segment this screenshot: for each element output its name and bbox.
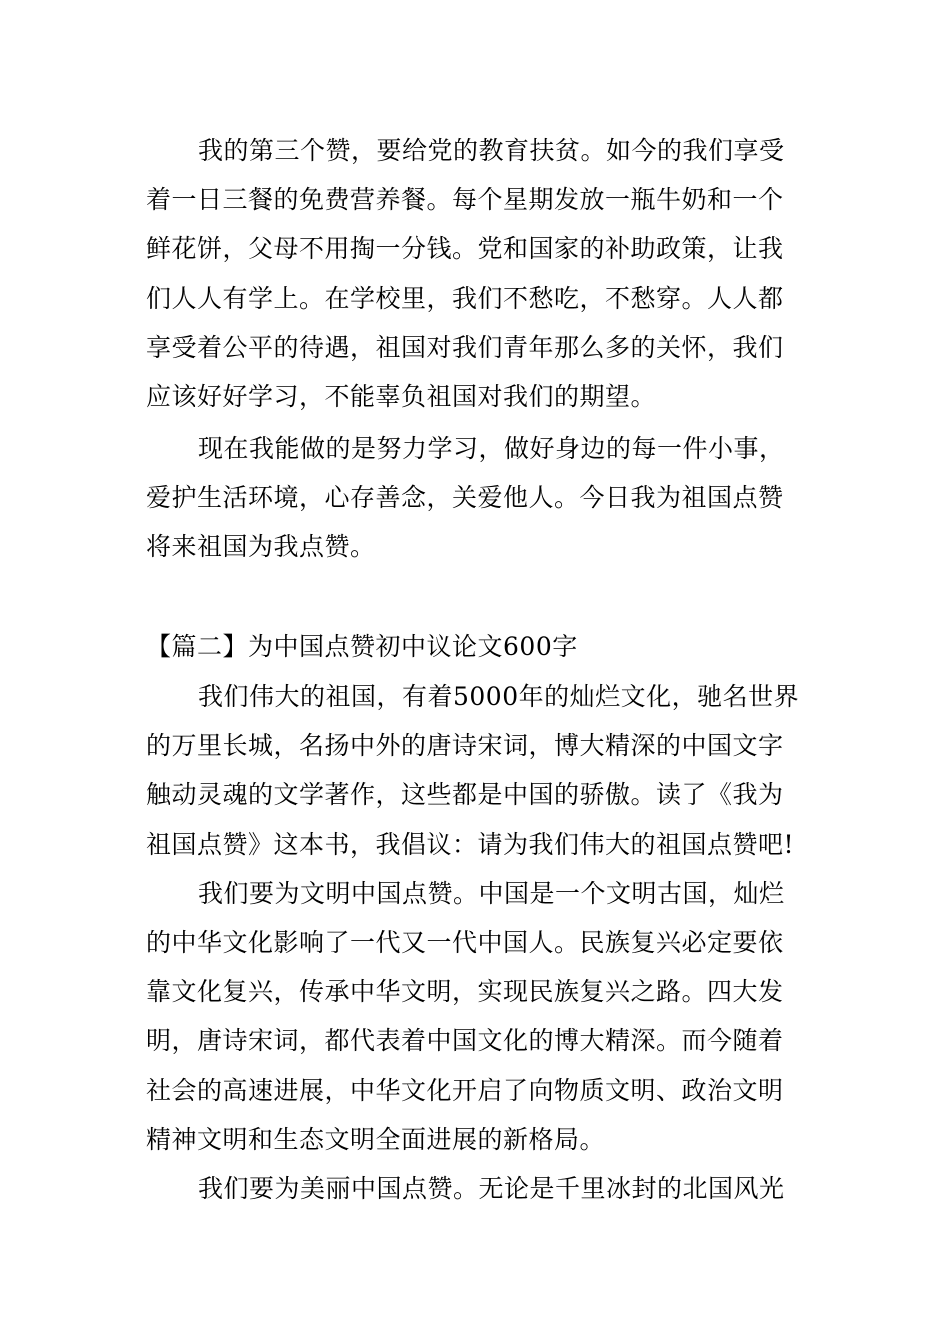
paragraph-what-i-can-do	[146, 424, 806, 572]
paragraph-line: 享受着公平的待遇，祖国对我们青年那么多的关怀，我们	[146, 332, 784, 362]
paragraph-line: 的万里长城，名扬中外的唐诗宋词，博大精深的中国文字	[146, 731, 784, 761]
paragraph-line: 我的第三个赞，要给党的教育扶贫。如今的我们享受	[198, 136, 785, 165]
paragraph-line: 现在我能做的是努力学习，做好身边的每一件小事，	[198, 434, 785, 463]
paragraph-line: 靠文化复兴，传承中华文明，实现民族复兴之路。四大发	[146, 977, 784, 1007]
paragraph-great-motherland	[146, 672, 806, 869]
paragraph-line: 应该好好学习，不能辜负祖国对我们的期望。	[146, 381, 657, 411]
paragraph-line: 鲜花饼，父母不用掏一分钱。党和国家的补助政策，让我	[146, 234, 784, 264]
paragraph-line: 我们要为美丽中国点赞。无论是千里冰封的北国风光	[198, 1173, 785, 1203]
paragraph-line: 社会的高速进展，中华文化开启了向物质文明、政治文明	[146, 1075, 784, 1105]
paragraph-line: 们人人有学上。在学校里，我们不愁吃，不愁穿。人人都	[146, 283, 784, 313]
section-two-heading: 【篇二】为中国点赞初中议论文600字	[146, 632, 578, 661]
paragraph-line: 明，唐诗宋词，都代表着中国文化的博大精深。而今随着	[146, 1026, 784, 1056]
paragraph-line: 精神文明和生态文明全面进展的新格局。	[146, 1124, 606, 1154]
paragraph-line: 触动灵魂的文学著作，这些都是中国的骄傲。读了《我为	[146, 780, 784, 810]
paragraph-line: 爱护生活环境，心存善念，关爱他人。今日我为祖国点赞	[146, 483, 784, 513]
paragraph-civilized-china	[146, 869, 806, 1164]
section-heading	[146, 622, 806, 671]
paragraph-line: 将来祖国为我点赞。	[146, 532, 376, 562]
paragraph-line: 着一日三餐的免费营养餐。每个星期发放一瓶牛奶和一个	[146, 185, 784, 215]
paragraph-beautiful-china	[146, 1164, 806, 1213]
paragraph-third-praise	[146, 126, 806, 421]
section-two-body	[146, 672, 806, 1213]
paragraph-line: 我们伟大的祖国，有着5000年的灿烂文化，驰名世界	[198, 682, 800, 711]
paragraph-line: 祖国点赞》这本书，我倡议：请为我们伟大的祖国点赞吧!	[146, 829, 795, 859]
paragraph-line: 的中华文化影响了一代又一代中国人。民族复兴必定要依	[146, 927, 784, 957]
paragraph-line: 我们要为文明中国点赞。中国是一个文明古国，灿烂	[198, 878, 785, 908]
